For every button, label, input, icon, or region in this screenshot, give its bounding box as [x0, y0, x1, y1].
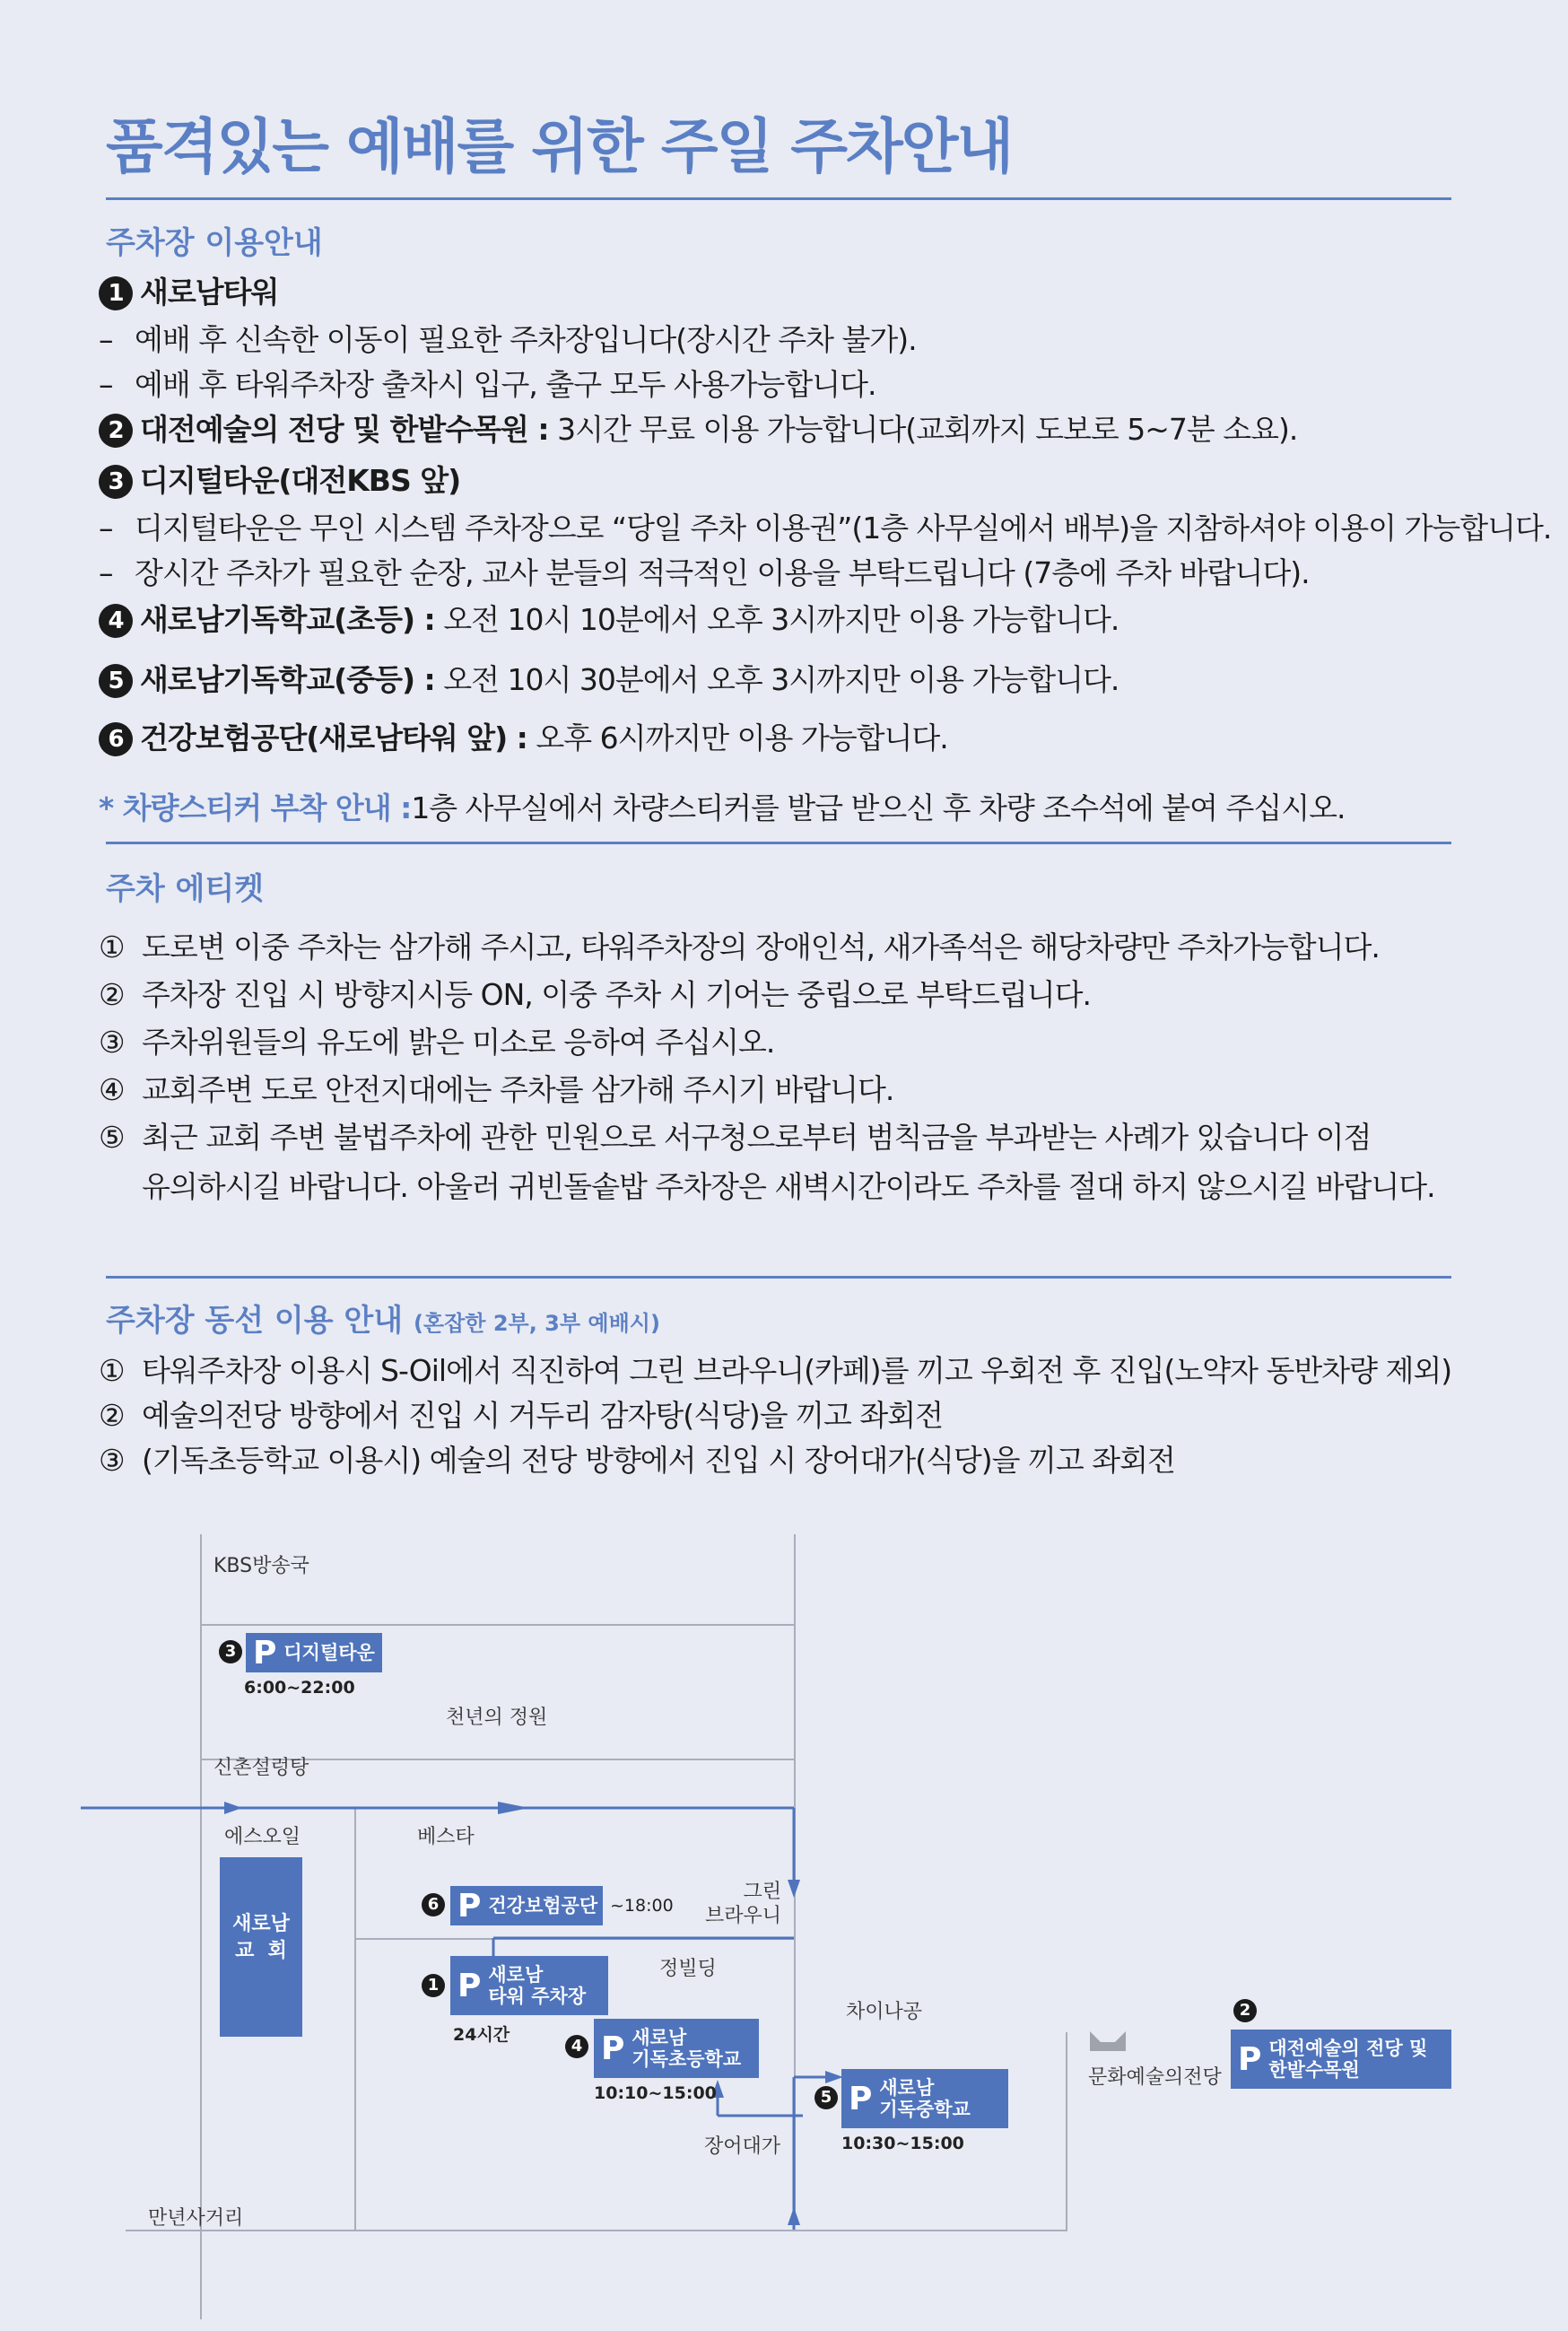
parking-time: 6:00~22:00: [244, 1678, 355, 1698]
etiquette-item: ⑤ 최근 교회 주변 불법주차에 관한 민원으로 서구청으로부터 범칙금을 부과받는 사례가 있습니다 이점: [99, 1120, 1372, 1155]
parking-digital-town: P 디지털타운: [246, 1633, 382, 1672]
parking-item-6: 6 건강보험공단(새로남타워 앞) : 오후 6시까지만 이용 가능합니다.: [99, 715, 948, 757]
route-item: ① 타워주차장 이용시 S-Oil에서 직진하여 그린 브라우니(카페)를 끼고 우회전 후 진입(노약자 동반차량 제외): [99, 1353, 1452, 1388]
parking-route-map: [0, 1516, 1568, 2324]
parking-number-3: 3: [219, 1640, 242, 1663]
section-route-heading: 주차장 동선 이용 안내 (혼잡한 2부, 3부 예배시): [106, 1303, 660, 1339]
parking-time: 10:30~15:00: [841, 2134, 964, 2153]
label-green-brownie: 그린 브라우니: [705, 1881, 782, 1927]
etiquette-item: ② 주차장 진입 시 방향지시등 ON, 이중 주차 시 기어는 중립으로 부탁드립니다.: [99, 977, 1091, 1012]
label-culture-hall: 문화예술의전당: [1088, 2066, 1222, 2089]
sticker-notice: * 차량스티커 부착 안내 :1층 사무실에서 차량스티커를 발급 받으신 후 차량 조수석에 붙여 주십시오.: [99, 790, 1346, 825]
parking-item-3: 3 디지털타운(대전KBS 앞): [99, 458, 460, 500]
number-badge: 1: [99, 276, 133, 310]
parking-item-3-desc-2: – 장시간 주차가 필요한 순장, 교사 분들의 적극적인 이용을 부탁드립니다 (7층에 주차 바랍니다).: [99, 555, 1310, 590]
parking-middle-school: P 새로남 기독중학교: [841, 2069, 1008, 2128]
parking-number-4: 4: [565, 2035, 588, 2058]
parking-number-1: 1: [422, 1974, 445, 1997]
section-divider: [106, 842, 1451, 844]
parking-item-5: 5 새로남기독학교(중등) : 오전 10시 30분에서 오후 3시까지만 이용 가능합니다.: [99, 657, 1119, 699]
parking-item-3-desc-1: – 디지털타운은 무인 시스템 주차장으로 “당일 주차 이용권”(1층 사무실에서 배부)을 지참하셔야 이용이 가능합니다.: [99, 511, 1552, 546]
label-china: 차이나공: [846, 2001, 923, 2023]
parking-health-insurance: P 건강보험공단: [450, 1886, 603, 1925]
parking-icon: P: [457, 1887, 482, 1925]
etiquette-item: ③ 주차위원들의 유도에 밝은 미소로 응하여 주십시오.: [99, 1025, 775, 1060]
label-jeongbilding: 정빌딩: [659, 1958, 717, 1980]
parking-number-2: 2: [1233, 1999, 1257, 2022]
parking-item-1-desc-1: – 예배 후 신속한 이동이 필요한 주차장입니다(장시간 주차 불가).: [99, 322, 917, 357]
church-building: 새로남 교 회: [220, 1857, 302, 2037]
parking-icon: P: [1238, 2040, 1262, 2078]
parking-icon: P: [601, 2030, 625, 2067]
culture-hall-icon: [1088, 2028, 1128, 2051]
parking-icon: P: [253, 1634, 277, 1672]
etiquette-item: ① 도로변 이중 주차는 삼가해 주시고, 타워주차장의 장애인석, 새가족석은 해당차량만 주차가능합니다.: [99, 930, 1380, 965]
section-divider: [106, 1276, 1451, 1279]
parking-item-1: [99, 269, 278, 311]
parking-arts-center: P 대전예술의 전당 및 한밭수목원: [1231, 2030, 1451, 2089]
parking-icon: P: [849, 2080, 873, 2117]
page-title: 품격있는 예배를 위한 주일 주차안내: [106, 112, 1013, 181]
parking-time: 24시간: [453, 2025, 510, 2045]
label-mannyeon: 만년사거리: [148, 2207, 244, 2230]
parking-number-6: 6: [422, 1893, 445, 1916]
etiquette-item-cont: 유의하시길 바랍니다. 아울러 귀빈돌솥밥 주차장은 새벽시간이라도 주차를 절대 하지 않으시길 바랍니다.: [142, 1169, 1435, 1204]
label-seolleongtang: 신촌설렁탕: [213, 1757, 309, 1779]
parking-name: 새로남타워: [140, 275, 279, 310]
route-item: ③ (기독초등학교 이용시) 예술의 전당 방향에서 진입 시 장어대가(식당)을 끼고 좌회전: [99, 1443, 1175, 1478]
title-divider: [106, 197, 1451, 200]
parking-tower: P 새로남 타워 주차장: [450, 1956, 608, 2015]
label-soil: 에스오일: [224, 1826, 301, 1848]
label-garden: 천년의 정원: [446, 1707, 548, 1729]
parking-icon: P: [457, 1967, 482, 2004]
section-etiquette-heading: 주차 에티켓: [106, 871, 265, 907]
section-parking-guide-heading: 주차장 이용안내: [106, 225, 323, 261]
parking-time: 10:10~15:00: [594, 2083, 717, 2103]
parking-item-4: 4 새로남기독학교(초등) : 오전 10시 10분에서 오후 3시까지만 이용 가능합니다.: [99, 597, 1119, 639]
parking-time: ~18:00: [610, 1896, 674, 1916]
etiquette-item: ④ 교회주변 도로 안전지대에는 주차를 삼가해 주시기 바랍니다.: [99, 1072, 894, 1107]
label-kbs: KBS방송국: [213, 1555, 309, 1577]
parking-item-2: 2 대전예술의 전당 및 한밭수목원 : 3시간 무료 이용 가능합니다(교회까지 도보로 5~7분 소요).: [99, 406, 1297, 449]
parking-item-1-desc-2: – 예배 후 타워주차장 출차시 입구, 출구 모두 사용가능합니다.: [99, 367, 876, 402]
label-vesta: 베스타: [417, 1826, 475, 1848]
label-jangeo: 장어대가: [704, 2135, 781, 2158]
parking-number-5: 5: [814, 2086, 838, 2109]
parking-elementary-school: P 새로남 기독초등학교: [594, 2019, 759, 2078]
route-item: ② 예술의전당 방향에서 진입 시 거두리 감자탕(식당)을 끼고 좌회전: [99, 1398, 944, 1433]
